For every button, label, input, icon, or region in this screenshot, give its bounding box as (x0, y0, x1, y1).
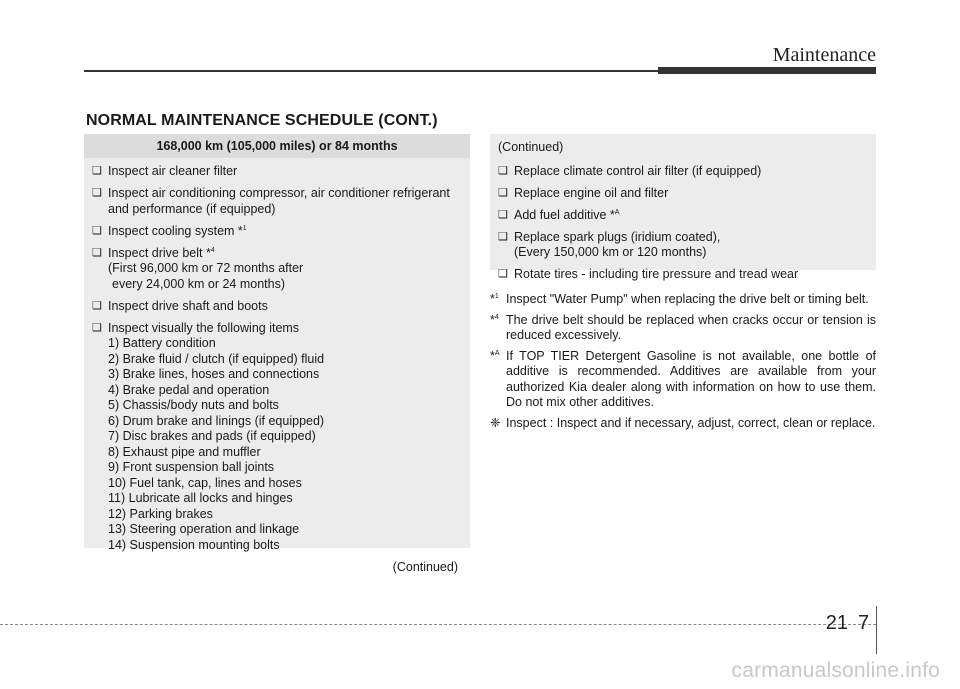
list-item (498, 267, 868, 283)
item-text: Inspect drive belt * (108, 245, 211, 260)
list-item (498, 208, 868, 224)
item-subline: 1) Battery condition (108, 336, 216, 350)
footnote-text: If TOP TIER Detergent Gasoline is not available, one bottle of additive is recommended. Additives are available from your authorized Kia dealer along with information on how to use them. Do not mix other additives. (506, 348, 876, 409)
item-text: Replace engine oil and filter (514, 185, 669, 200)
footnote-ref: 4 (210, 246, 215, 254)
list-item (498, 230, 868, 261)
item-subline: 4) Brake pedal and operation (108, 382, 270, 397)
item-subline: 11) Lubricate all locks and hinges (108, 491, 293, 505)
item-subline: every 24,000 km or 24 months) (112, 276, 285, 291)
item-text: Inspect visually the following items (108, 320, 300, 335)
item-text: Inspect air conditioning compressor, air conditioner refrigerant and performance (if equipped) (108, 186, 450, 216)
footnote (490, 416, 876, 432)
checkbox-icon: ❑ (498, 268, 508, 280)
page-number-divider (876, 606, 877, 654)
item-subline: 10) Fuel tank, cap, lines and hoses (108, 475, 302, 490)
checkbox-icon: ❑ (498, 164, 508, 177)
list-item (92, 186, 462, 217)
schedule-box-right (490, 134, 876, 281)
item-text: Rotate tires - including tire pressure and tread wear (514, 267, 799, 281)
item-subline: 13) Steering operation and linkage (108, 522, 300, 536)
item-subline: 8) Exhaust pipe and muffler (108, 444, 261, 459)
list-item (92, 321, 462, 554)
footnote-text: The drive belt should be replaced when cracks occur or tension is reduced excessively. (506, 312, 876, 342)
item-subline: 12) Parking brakes (108, 506, 213, 521)
list-item (92, 224, 462, 240)
checkbox-icon: ❑ (92, 299, 102, 312)
item-text: Replace spark plugs (iridium coated), (514, 229, 721, 244)
checkbox-icon: ❑ (92, 246, 102, 259)
header-section-title: Maintenance (772, 44, 876, 66)
list-item (92, 299, 462, 315)
item-subline: 2) Brake fluid / clutch (if equipped) fluid (108, 351, 325, 366)
checkbox-icon: ❑ (92, 321, 102, 334)
item-subline: 5) Chassis/body nuts and bolts (108, 398, 279, 412)
watermark: carmanualsonline.info (731, 659, 940, 682)
checkbox-icon: ❑ (498, 208, 508, 221)
footnote-marker: *$^4$ (490, 312, 499, 327)
checkbox-icon: ❑ (92, 224, 102, 237)
footnote-ref: A (614, 208, 620, 216)
schedule-interval-title: 168,000 km (105,000 miles) or 84 months (84, 134, 470, 158)
list-item (498, 164, 868, 180)
item-subline: (First 96,000 km or 72 months after (108, 261, 304, 275)
item-subline: 7) Disc brakes and pads (if equipped) (108, 429, 316, 443)
footnote (490, 313, 876, 344)
item-subline: 3) Brake lines, hoses and connections (108, 367, 320, 381)
continued-label: (Continued) (498, 140, 564, 154)
continued-label: (Continued) (392, 559, 458, 574)
item-subline: (Every 150,000 km or 120 months) (514, 245, 707, 259)
item-text: Inspect drive shaft and boots (108, 298, 268, 313)
item-text: Add fuel additive * (514, 207, 615, 222)
footnote-ref: 1 (242, 224, 247, 232)
item-text: Replace climate control air filter (if equipped) (514, 163, 762, 178)
item-subline: 6) Drum brake and linings (if equipped) (108, 413, 325, 428)
footnote-text: Inspect : Inspect and if necessary, adjust, correct, clean or replace. (506, 415, 876, 430)
schedule-box-left (84, 134, 470, 574)
page-heading: NORMAL MAINTENANCE SCHEDULE (CONT.) (86, 112, 438, 129)
footnotes (490, 292, 876, 436)
item-subline: 9) Front suspension ball joints (108, 460, 275, 474)
inspect-symbol-icon: ❈ (490, 415, 501, 430)
footnote (490, 292, 876, 308)
checkbox-icon: ❑ (498, 186, 508, 199)
checkbox-icon: ❑ (498, 230, 508, 243)
list-item (92, 246, 462, 293)
footnote (490, 349, 876, 411)
footnote-marker: *$^A$ (490, 348, 500, 363)
checkbox-icon: ❑ (92, 165, 102, 177)
item-subline: 14) Suspension mounting bolts (108, 537, 280, 552)
item-text: Inspect cooling system * (108, 223, 243, 238)
footnote-marker: *$^1$ (490, 292, 499, 306)
list-item (498, 186, 868, 202)
item-text: Inspect air cleaner filter (108, 164, 238, 178)
footnote-text: Inspect "Water Pump" when replacing the drive belt or timing belt. (506, 292, 869, 306)
footer-rule (0, 624, 876, 625)
header-rule-thick (658, 67, 876, 74)
chapter-number: 7 (858, 612, 870, 634)
checkbox-icon: ❑ (92, 187, 102, 199)
list-item (92, 164, 462, 180)
page-number: 21 (825, 612, 848, 634)
